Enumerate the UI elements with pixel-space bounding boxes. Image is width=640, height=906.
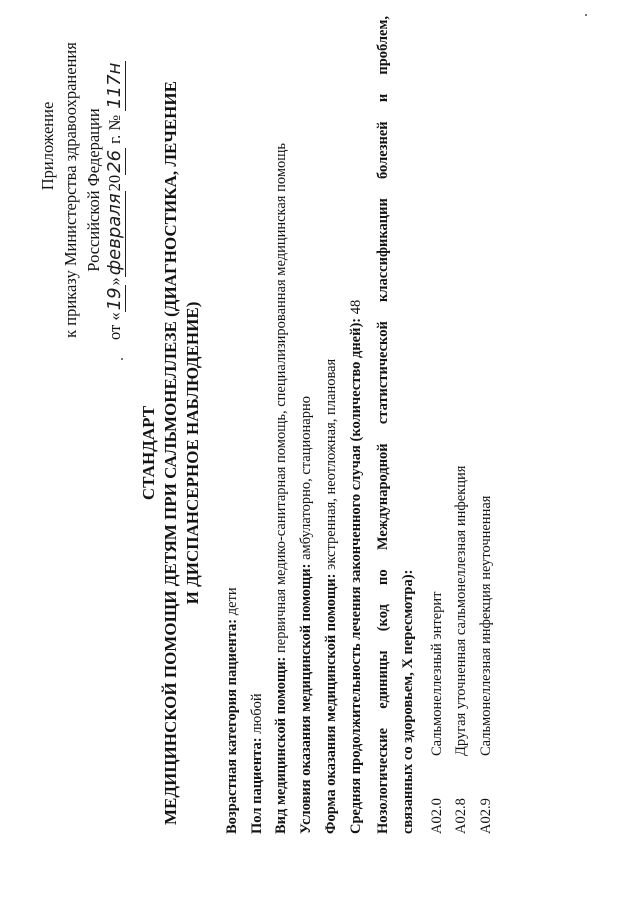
nosology-word: статистической [375, 321, 391, 425]
diagnosis-code: A02.0 [429, 798, 445, 834]
care-conditions-value: амбулаторно, стационарно [298, 396, 314, 560]
age-value: дети [224, 587, 240, 616]
nosology-word: по [375, 569, 391, 585]
order-number-handwritten: 117н [104, 62, 125, 109]
care-type-label: Вид медицинской помощи: [273, 656, 289, 834]
appendix-label: Приложение [38, 101, 57, 191]
care-form [321, 359, 341, 834]
date-month-handwritten: февраля [104, 193, 125, 276]
diagnosis-name: Другая уточненная сальмонеллезная инфекция [453, 465, 469, 756]
nosology-word: (код [375, 604, 391, 632]
treatment-duration-value: 48 [348, 299, 364, 315]
care-form-value: экстренная, неотложная, плановая [323, 358, 339, 570]
order-date-line [103, 40, 126, 340]
care-type [271, 143, 291, 834]
country-name: Российской Федерации [84, 108, 103, 272]
patient-sex [247, 693, 267, 834]
nosology-heading-line2: связанных со здоровьем, X пересмотра): [400, 569, 416, 834]
nosology-heading-line1 [373, 16, 393, 834]
treatment-duration-label: Средняя продолжительность лечения законченного случая (количество дней): [348, 317, 364, 834]
care-form-label: Форма оказания медицинской помощи: [323, 573, 339, 834]
diagnosis-name: Сальмонеллезная инфекция неуточненная [478, 495, 494, 756]
nosology-word: и [375, 93, 391, 103]
order-number-prefix: г. № [105, 114, 124, 144]
document-subtitle-line1: МЕДИЦИНСКОЙ ПОМОЩИ ДЕТЯМ ПРИ САЛЬМОНЕЛЛЕЗЕ (ДИАГНОСТИКА, ЛЕЧЕНИЕ [161, 81, 180, 825]
document-subtitle-line2: И ДИСПАНСЕРНОЕ НАБЛЮДЕНИЕ) [183, 301, 202, 605]
date-day-handwritten: 19 [104, 287, 125, 311]
sex-label: Пол пациента: [249, 737, 265, 834]
date-mid: » [105, 277, 124, 286]
care-conditions [296, 396, 316, 834]
diagnosis-code: A02.8 [453, 798, 469, 834]
age-category [222, 587, 242, 834]
diagnosis-code: A02.9 [478, 798, 494, 834]
nosology-word: классификации [375, 198, 391, 302]
order-reference: к приказу Министерства здравоохранения [61, 42, 80, 338]
sex-value: любой [249, 693, 265, 734]
date-year-handwritten: 26 [104, 149, 125, 173]
diagnosis-name: Сальмонеллезный энтерит [429, 591, 445, 756]
date-year-prefix: 20 [105, 174, 124, 192]
nosology-word: единицы [375, 650, 391, 709]
date-prefix: от « [105, 312, 124, 340]
care-type-value: первичная медико-санитарная помощь, специализированная медицинская помощь [273, 142, 289, 653]
nosology-word: Нозологические [375, 727, 391, 834]
nosology-word: Международной [375, 443, 391, 551]
treatment-duration [346, 300, 366, 834]
nosology-word: болезней [375, 121, 391, 180]
care-conditions-label: Условия оказания медицинской помощи: [298, 563, 314, 834]
nosology-word: проблем, [375, 16, 391, 75]
document-title: СТАНДАРТ [139, 405, 158, 501]
age-label: Возрастная категория пациента: [224, 618, 240, 834]
